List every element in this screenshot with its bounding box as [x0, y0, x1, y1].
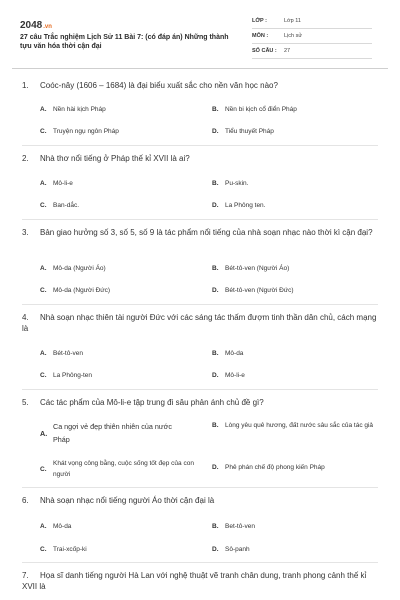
meta-key: MÔN :	[252, 33, 269, 39]
meta-key: SỐ CÂU :	[252, 48, 277, 54]
question-number: 3.	[22, 228, 29, 237]
question-divider	[22, 304, 378, 305]
option-label: D.	[212, 287, 219, 294]
meta-key: LỚP :	[252, 18, 267, 24]
logo-ext: .vn	[43, 24, 52, 30]
option-text: Mô-da	[225, 350, 244, 357]
question-text: Nhà soạn nhạc nổi tiếng người Áo thời cận đại là	[40, 496, 215, 505]
option-text: Ban-dắc.	[53, 202, 80, 209]
option-text: Nền hài kịch Pháp	[53, 106, 106, 113]
option-d[interactable]	[212, 127, 274, 136]
option-label: C.	[40, 465, 47, 473]
meta-value: 27	[284, 48, 291, 54]
question-text: Nhà soạn nhạc thiên tài người Đức với các sáng tác thấm đượm tinh thần dân chủ, cách mạng là	[22, 313, 377, 333]
option-text: La Phông-ten	[53, 372, 93, 379]
question-3-text	[22, 227, 377, 238]
option-label: A.	[40, 180, 47, 187]
question-number: 1.	[22, 81, 29, 90]
option-a[interactable]	[40, 179, 73, 188]
option-c[interactable]	[40, 458, 200, 480]
question-number: 6.	[22, 496, 29, 505]
option-label: C.	[40, 546, 47, 553]
option-text: Lòng yêu quê hương, đất nước sâu sắc của tác giả	[225, 422, 374, 429]
meta-table	[252, 14, 372, 59]
option-label: B.	[212, 523, 219, 530]
option-b[interactable]	[212, 264, 289, 273]
option-b[interactable]	[212, 420, 382, 431]
question-divider	[22, 562, 378, 563]
question-1-text	[22, 80, 377, 91]
option-label: C.	[40, 372, 47, 379]
header	[0, 0, 400, 68]
question-2-text	[22, 153, 377, 164]
option-text: La Phông ten.	[225, 202, 266, 209]
option-c[interactable]	[40, 545, 87, 554]
option-b[interactable]	[212, 349, 243, 358]
header-divider	[12, 68, 388, 69]
option-label: C.	[40, 287, 47, 294]
option-a[interactable]	[40, 420, 190, 446]
question-number: 4.	[22, 313, 29, 322]
question-divider	[22, 487, 378, 488]
option-a[interactable]	[40, 522, 71, 531]
option-label: D.	[212, 372, 219, 379]
option-d[interactable]	[212, 545, 250, 554]
option-label: A.	[40, 265, 47, 272]
option-text: Mô-da (Người Áo)	[53, 265, 106, 272]
option-d[interactable]	[212, 201, 265, 210]
option-text: Mô-da	[53, 523, 72, 530]
question-4-text	[22, 312, 377, 334]
question-5-text	[22, 397, 377, 408]
question-number: 2.	[22, 154, 29, 163]
option-text: Pu-skin.	[225, 180, 249, 187]
option-text: Nền bi kịch cổ điển Pháp	[225, 106, 297, 113]
option-text: Khát vọng công bằng, cuộc sống tốt đẹp của con người	[53, 460, 194, 478]
option-text: Trai-xcốp-ki	[53, 546, 87, 553]
option-text: Bét-tô-ven (Người Áo)	[225, 265, 290, 272]
question-text: Bản giao hưởng số 3, số 5, số 9 là tác phẩm nổi tiếng của nhà soạn nhạc nào thời kì cận đại?	[40, 228, 373, 237]
question-number: 5.	[22, 398, 29, 407]
logo-number: 2048	[20, 20, 43, 31]
question-text: Coóc-nây (1606 – 1684) là đại biểu xuất sắc cho nền văn học nào?	[40, 81, 278, 90]
option-d[interactable]	[212, 371, 245, 380]
option-label: C.	[40, 128, 47, 135]
option-c[interactable]	[40, 371, 92, 380]
option-c[interactable]	[40, 286, 110, 295]
option-c[interactable]	[40, 201, 79, 210]
question-divider	[22, 145, 378, 146]
option-text: Mô-li-e	[53, 180, 73, 187]
option-label: B.	[212, 350, 219, 357]
option-b[interactable]	[212, 179, 248, 188]
question-divider	[22, 389, 378, 390]
meta-row-count	[252, 44, 372, 59]
option-text: Mô-li-e	[225, 372, 245, 379]
option-text: Bét-tô-ven	[53, 350, 83, 357]
option-b[interactable]	[212, 105, 297, 114]
option-b[interactable]	[212, 522, 255, 531]
option-text: Phê phán chế độ phong kiến Pháp	[225, 464, 325, 471]
question-7-text	[22, 570, 377, 592]
option-a[interactable]	[40, 349, 83, 358]
option-label: D.	[212, 464, 219, 471]
site-logo[interactable]	[20, 20, 52, 31]
option-label: A.	[40, 350, 47, 357]
option-label: B.	[212, 422, 219, 429]
question-6-text	[22, 495, 377, 506]
option-text: Truyện ngụ ngôn Pháp	[53, 128, 119, 135]
question-text: Họa sĩ danh tiếng người Hà Lan với nghệ thuật vẽ tranh chân dung, tranh phong cảnh thế kỉ XVII là	[22, 571, 367, 591]
option-text: Tiểu thuyết Pháp	[225, 128, 274, 135]
question-text: Nhà thơ nổi tiếng ở Pháp thế kỉ XVII là ai?	[40, 154, 190, 163]
meta-row-subject	[252, 29, 372, 44]
meta-row-class	[252, 14, 372, 29]
question-divider	[22, 219, 378, 220]
option-text: Mô-da (Người Đức)	[53, 287, 111, 294]
option-text: Sô-panh	[225, 546, 250, 553]
option-a[interactable]	[40, 105, 106, 114]
option-label: B.	[212, 265, 219, 272]
question-number: 7.	[22, 571, 29, 580]
option-d[interactable]	[212, 463, 325, 472]
option-label: A.	[40, 523, 47, 530]
option-text: Ca ngợi vẻ đẹp thiên nhiên của nước Pháp	[53, 422, 172, 444]
option-label: A.	[40, 428, 48, 438]
option-label: A.	[40, 106, 47, 113]
meta-value: Lịch sử	[284, 33, 303, 39]
option-label: B.	[212, 106, 219, 113]
option-text: Bét-tô-ven (Người Đức)	[225, 287, 294, 294]
meta-value: Lớp 11	[284, 18, 301, 24]
question-text: Các tác phẩm của Mô-li-e tập trung đi sâu phản ánh chủ đề gì?	[40, 398, 264, 407]
option-label: D.	[212, 128, 219, 135]
option-text: Bet-tô-ven	[225, 523, 255, 530]
option-label: D.	[212, 202, 219, 209]
option-label: B.	[212, 180, 219, 187]
option-a[interactable]	[40, 264, 106, 273]
page-title: 27 câu Trắc nghiệm Lịch Sử 11 Bài 7: (có đáp án) Những thành tựu văn hóa thời cận đại	[20, 34, 229, 50]
option-c[interactable]	[40, 127, 119, 136]
option-label: D.	[212, 546, 219, 553]
option-d[interactable]	[212, 286, 294, 295]
option-label: C.	[40, 202, 47, 209]
